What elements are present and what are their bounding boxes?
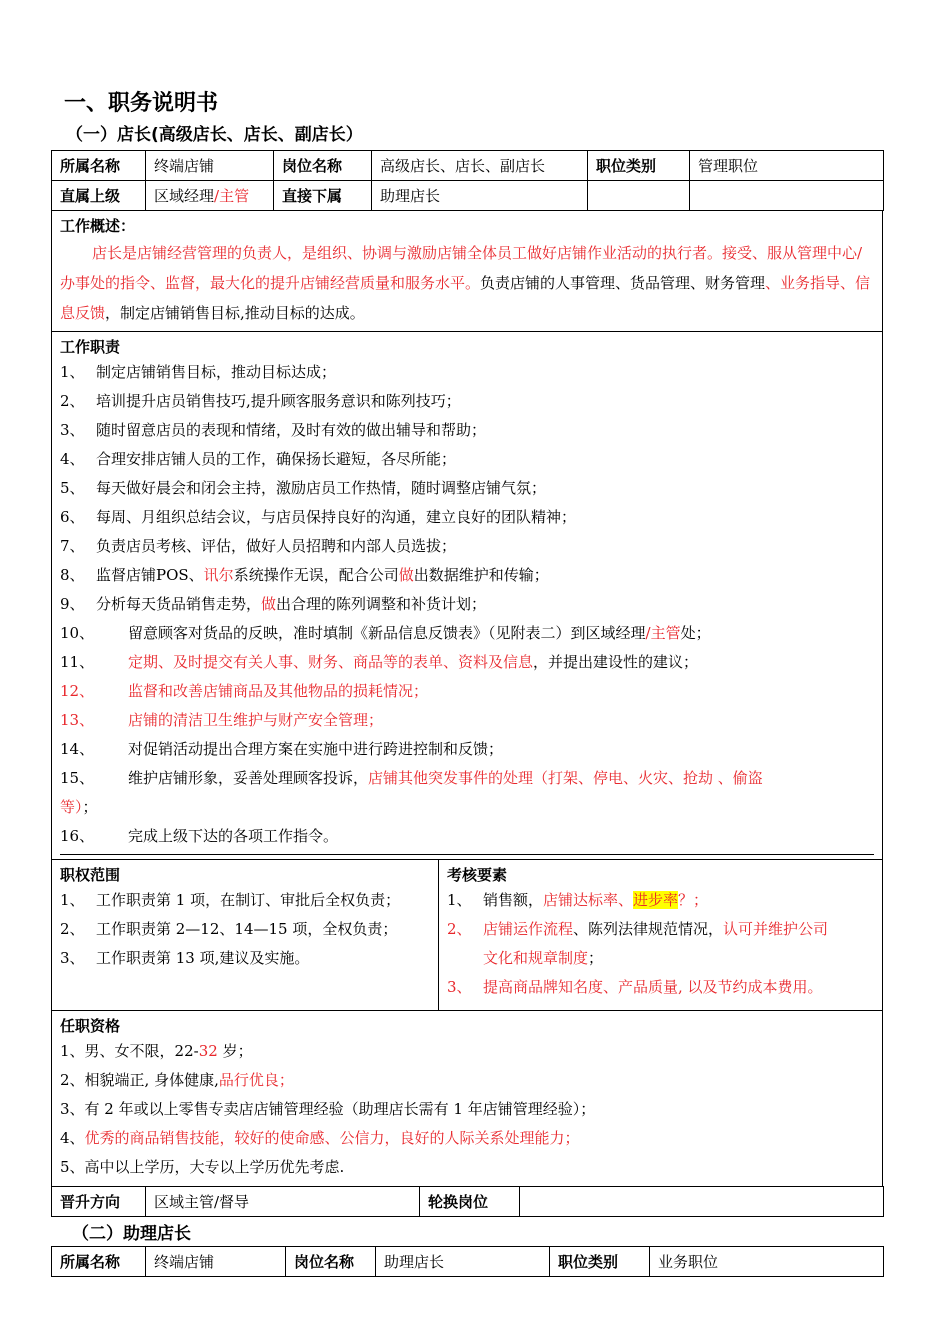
value-direct-subordinate: 助理店长 [372, 181, 588, 211]
value-rotation-post [520, 1187, 884, 1217]
assessment-item: 2、 店铺运作流程、陈列法律规范情况，认可并维护公司 [447, 920, 829, 938]
assessment-section [438, 859, 883, 1011]
qualification-item: 5、高中以上学历，大专以上学历优先考虑. [60, 1158, 345, 1176]
divider [60, 854, 874, 855]
overview-text: 店长是店铺经营管理的负责人，是组织、协调与激励店铺全体员工做好店铺作业活动的执行者。接受、服从管理中心/办事处的指令、监督，最大化的提升店铺经营质量和服务水平。负责店铺的人事管理、货品管理、财务管理、业务指导、信息反馈，制定店铺销售目标,推动目标的达成。 [60, 244, 871, 322]
duty-item: 11、 定期、及时提交有关人事、财务、商品等的表单、资料及信息，并提出建设性的建议； [60, 653, 699, 671]
label-position-name: 岗位名称 [274, 151, 372, 181]
qualification-item: 1、男、女不限，22-32 岁； [60, 1042, 253, 1060]
authority-item: 2、 工作职责第 2—12、14—15 项，全权负责； [60, 920, 398, 938]
duty-item: 2、 培训提升店员销售技巧,提升顾客服务意识和陈列技巧； [60, 392, 461, 410]
value-position-category: 管理职位 [690, 151, 884, 181]
page-heading: 一、职务说明书 [64, 91, 219, 116]
position-info-table [51, 150, 884, 211]
duty-item: 10、 留意顾客对货品的反映，准时填制《新品信息反馈表》（见附表二）到区域经理/主管处； [60, 624, 711, 642]
label-affiliation: 所属名称 [52, 151, 146, 181]
label-position-name: 岗位名称 [286, 1247, 376, 1277]
assessment-title: 考核要素 [447, 866, 508, 884]
section2-title: （二）助理店长 [72, 1224, 191, 1244]
authority-section [51, 859, 439, 1011]
label-position-category: 职位类别 [588, 151, 690, 181]
overview-title: 工作概述： [60, 217, 136, 235]
authority-item: 3、 工作职责第 13 项,建议及实施。 [60, 949, 310, 967]
label-rotation-post: 轮换岗位 [420, 1187, 520, 1217]
duty-item: 6、 每周、月组织总结会议，与店员保持良好的沟通，建立良好的团队精神； [60, 508, 577, 526]
duty-item: 5、 每天做好晨会和闭会主持，激励店员工作热情，随时调整店铺气氛； [60, 479, 547, 497]
duty-item: 4、 合理安排店铺人员的工作，确保扬长避短，各尽所能； [60, 450, 457, 468]
duty-item: 12、 监督和改善店铺商品及其他物品的损耗情况； [60, 682, 429, 700]
value-affiliation: 终端店铺 [146, 1247, 286, 1277]
overview-section [51, 210, 883, 332]
duties-title: 工作职责 [60, 338, 121, 356]
assessment-item: 3、 提高商品牌知名度、产品质量, 以及节约成本费用。 [447, 978, 823, 996]
duty-item: 13、 店铺的清洁卫生维护与财产安全管理； [60, 711, 384, 729]
label-direct-superior: 直属上级 [52, 181, 146, 211]
duties-section [51, 331, 883, 860]
authority-title: 职权范围 [60, 866, 121, 884]
duty-item: 15、 维护店铺形象，妥善处理顾客投诉，店铺其他突发事件的处理（打架、停电、火灾、抢劫 、偷盗 [60, 769, 763, 787]
duty-item: 1、 制定店铺销售目标，推动目标达成； [60, 363, 337, 381]
duty-item: 3、 随时留意店员的表现和情绪，及时有效的做出辅导和帮助； [60, 421, 487, 439]
duty-item: 9、 分析每天货品销售走势，做出合理的陈列调整和补货计划； [60, 595, 487, 613]
value-position-name: 助理店长 [376, 1247, 550, 1277]
authority-item: 1、 工作职责第 1 项，在制订、审批后全权负责； [60, 891, 401, 909]
label-promotion-direction: 晋升方向 [52, 1187, 146, 1217]
label-position-category: 职位类别 [550, 1247, 650, 1277]
duty-item: 8、 监督店铺POS、讯尔系统操作无误，配合公司做出数据维护和传输； [60, 566, 549, 584]
value-position-category: 业务职位 [650, 1247, 884, 1277]
label-direct-subordinate: 直接下属 [274, 181, 372, 211]
promotion-table [51, 1186, 884, 1217]
qualification-item: 3、有 2 年或以上零售专卖店店铺管理经验（助理店长需有 1 年店铺管理经验）； [60, 1100, 596, 1118]
assessment-item: 1、 销售额，店铺达标率、进步率？； [447, 891, 709, 909]
qualifications-section [51, 1010, 883, 1187]
duty-item: 7、 负责店员考核、评估，做好人员招聘和内部人员选拔； [60, 537, 457, 555]
duty-item-continued: 等）； [60, 798, 98, 816]
qualification-item: 2、相貌端正, 身体健康,品行优良； [60, 1071, 294, 1089]
duty-item: 16、 完成上级下达的各项工作指令。 [60, 827, 339, 845]
assessment-item-continued: 文化和规章制度； [483, 949, 604, 967]
value-promotion-direction: 区域主管/督导 [146, 1187, 420, 1217]
value-affiliation: 终端店铺 [146, 151, 274, 181]
empty-cell [690, 181, 884, 211]
assistant-position-table [51, 1246, 884, 1277]
value-position-name: 高级店长、店长、副店长 [372, 151, 588, 181]
section1-title: （一）店长(高级店长、店长、副店长） [66, 125, 363, 145]
empty-cell [588, 181, 690, 211]
duty-item: 14、 对促销活动提出合理方案在实施中进行跨进控制和反馈； [60, 740, 504, 758]
qualifications-title: 任职资格 [60, 1017, 121, 1035]
value-direct-superior: 区域经理/主管 [146, 181, 274, 211]
label-affiliation: 所属名称 [52, 1247, 146, 1277]
qualification-item: 4、优秀的商品销售技能，较好的使命感、公信力，良好的人际关系处理能力； [60, 1129, 580, 1147]
